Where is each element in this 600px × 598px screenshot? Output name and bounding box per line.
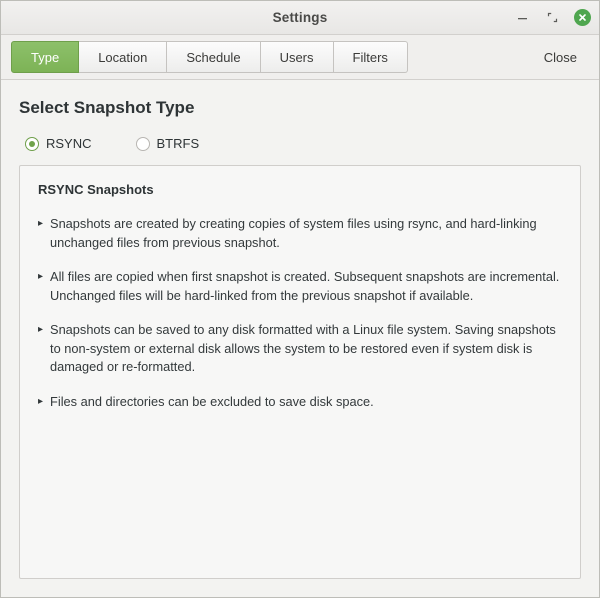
tab-type[interactable]: Type	[11, 41, 79, 73]
info-heading: RSYNC Snapshots	[38, 182, 154, 197]
tabs	[11, 41, 408, 73]
window-controls	[514, 1, 591, 34]
radio-btrfs[interactable]	[136, 136, 200, 151]
info-bullet-text: Snapshots are created by creating copies of system files using rsync, and hard-linking unchanged files from previous snapshot.	[50, 216, 537, 250]
info-bullet-text: Files and directories can be excluded to save disk space.	[50, 393, 374, 409]
close-icon[interactable]	[574, 9, 591, 26]
tab-filters[interactable]: Filters	[334, 41, 408, 73]
snapshot-type-radio-group	[25, 136, 581, 151]
titlebar	[1, 1, 599, 35]
window-title: Settings	[272, 10, 328, 25]
bullet-arrow-icon: ▸	[38, 218, 44, 229]
radio-rsync-label: RSYNC	[46, 136, 92, 151]
minimize-icon[interactable]	[514, 10, 530, 26]
info-bullet	[38, 215, 562, 252]
close-button[interactable]: Close	[543, 49, 577, 65]
info-panel	[19, 165, 581, 579]
radio-rsync[interactable]	[25, 136, 92, 151]
tab-location[interactable]: Location	[79, 41, 167, 73]
tab-users[interactable]: Users	[261, 41, 334, 73]
radio-btrfs-label: BTRFS	[156, 136, 200, 151]
info-bullet-text: All files are copied when first snapshot is created. Subsequent snapshots are incremental. Unchanged files will be hard-linked from the previous snapshot if available.	[50, 269, 560, 303]
info-bullet	[38, 393, 562, 412]
bullet-arrow-icon: ▸	[38, 271, 44, 283]
info-bullet	[38, 268, 562, 305]
radio-btrfs-indicator[interactable]	[136, 137, 150, 151]
tab-schedule[interactable]: Schedule	[167, 41, 260, 73]
bullet-arrow-icon: ▸	[38, 395, 44, 407]
page-title: Select Snapshot Type	[19, 98, 195, 117]
radio-rsync-indicator[interactable]	[25, 137, 39, 151]
tab-bar	[1, 35, 599, 80]
maximize-icon[interactable]	[544, 10, 560, 26]
content-area	[1, 80, 599, 597]
bullet-arrow-icon: ▸	[38, 324, 44, 336]
info-bullet	[38, 321, 562, 377]
info-bullet-text: Snapshots can be saved to any disk formatted with a Linux file system. Saving snapshots to non-system or external disk allows the system to be restored even if system disk is damaged or re-formatted.	[50, 322, 556, 375]
